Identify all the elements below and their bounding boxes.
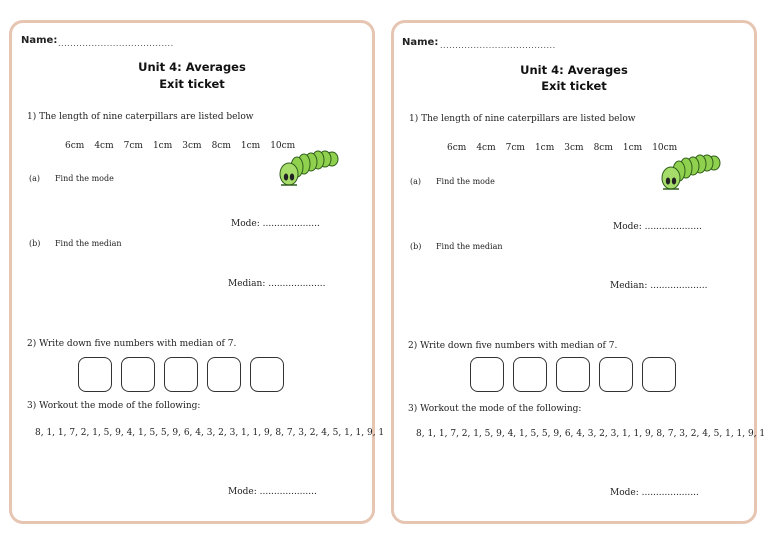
- measurement-item: 3cm: [182, 141, 202, 151]
- worksheet-title: Unit 4: Averages: [138, 60, 246, 74]
- mode-answer-line[interactable]: Mode: ....................: [610, 488, 699, 498]
- worksheet-subtitle: Exit ticket: [159, 77, 225, 91]
- answer-box[interactable]: [207, 357, 241, 392]
- caterpillar-icon: [276, 147, 340, 189]
- question-1-text: 1) The length of nine caterpillars are listed below: [409, 114, 636, 124]
- measurement-item: 4cm: [476, 143, 496, 153]
- part-a-label: (a): [410, 177, 422, 186]
- name-line: ......................................: [440, 41, 556, 50]
- answer-box[interactable]: [556, 357, 590, 392]
- answer-box[interactable]: [470, 357, 504, 392]
- answer-box[interactable]: [599, 357, 633, 392]
- measurement-item: 4cm: [94, 141, 114, 151]
- measurements-list: [447, 135, 687, 154]
- part-a-text: Find the mode: [436, 177, 495, 186]
- median-answer-line[interactable]: Median: ....................: [610, 281, 708, 291]
- measurement-item: 10cm: [652, 143, 678, 153]
- question-2-text: 2) Write down five numbers with median of 7.: [408, 341, 618, 351]
- answer-boxes: [470, 357, 685, 392]
- measurement-item: 1cm: [240, 141, 261, 151]
- measurement-item: 7cm: [505, 143, 525, 153]
- measurement-item: 1cm: [152, 141, 173, 151]
- median-answer-line[interactable]: Median: ....................: [228, 279, 326, 289]
- exit-ticket-right: [391, 20, 766, 524]
- answer-box[interactable]: [164, 357, 198, 392]
- number-list: 8, 1, 1, 7, 2, 1, 5, 9, 4, 1, 5, 5, 9, 6, 4, 3, 2, 3, 1, 1, 9, 8, 7, 3, 2, 4, 5, 1, 1, 9, 1: [35, 428, 385, 438]
- measurement-item: 8cm: [211, 141, 231, 151]
- measurement-item: 6cm: [447, 143, 467, 153]
- measurements-list: [65, 133, 305, 152]
- part-b-label: (b): [410, 242, 422, 251]
- question-2-text: 2) Write down five numbers with median of 7.: [27, 339, 237, 349]
- name-line: ......................................: [58, 39, 174, 48]
- mode-answer-line[interactable]: Mode: ....................: [231, 219, 320, 229]
- worksheet-subtitle: Exit ticket: [541, 79, 607, 93]
- answer-box[interactable]: [642, 357, 676, 392]
- name-label: Name:: [402, 37, 439, 48]
- measurement-item: 7cm: [123, 141, 143, 151]
- measurement-item: 1cm: [622, 143, 643, 153]
- measurement-item: 1cm: [534, 143, 555, 153]
- mode-answer-line[interactable]: Mode: ....................: [613, 222, 702, 232]
- number-list: 8, 1, 1, 7, 2, 1, 5, 9, 4, 1, 5, 5, 9, 6, 4, 3, 2, 3, 1, 1, 9, 8, 7, 3, 2, 4, 5, 1, 1, 9, 1: [416, 429, 766, 439]
- answer-box[interactable]: [78, 357, 112, 392]
- measurement-item: 6cm: [65, 141, 85, 151]
- worksheet-title: Unit 4: Averages: [520, 63, 628, 77]
- part-b-label: (b): [29, 239, 41, 248]
- measurement-item: 3cm: [564, 143, 584, 153]
- answer-boxes: [78, 357, 293, 392]
- mode-answer-line[interactable]: Mode: ....................: [228, 487, 317, 497]
- part-b-text: Find the median: [55, 239, 122, 248]
- question-3-text: 3) Workout the mode of the following:: [27, 401, 201, 411]
- answer-box[interactable]: [250, 357, 284, 392]
- question-3-text: 3) Workout the mode of the following:: [408, 404, 582, 414]
- name-label: Name:: [21, 35, 58, 46]
- part-b-text: Find the median: [436, 242, 503, 251]
- part-a-text: Find the mode: [55, 174, 114, 183]
- measurement-item: 8cm: [593, 143, 613, 153]
- exit-ticket-left: [9, 20, 385, 524]
- caterpillar-icon: [658, 151, 722, 193]
- measurement-item: 10cm: [270, 141, 296, 151]
- answer-box[interactable]: [513, 357, 547, 392]
- answer-box[interactable]: [121, 357, 155, 392]
- question-1-text: 1) The length of nine caterpillars are listed below: [27, 112, 254, 122]
- part-a-label: (a): [29, 174, 41, 183]
